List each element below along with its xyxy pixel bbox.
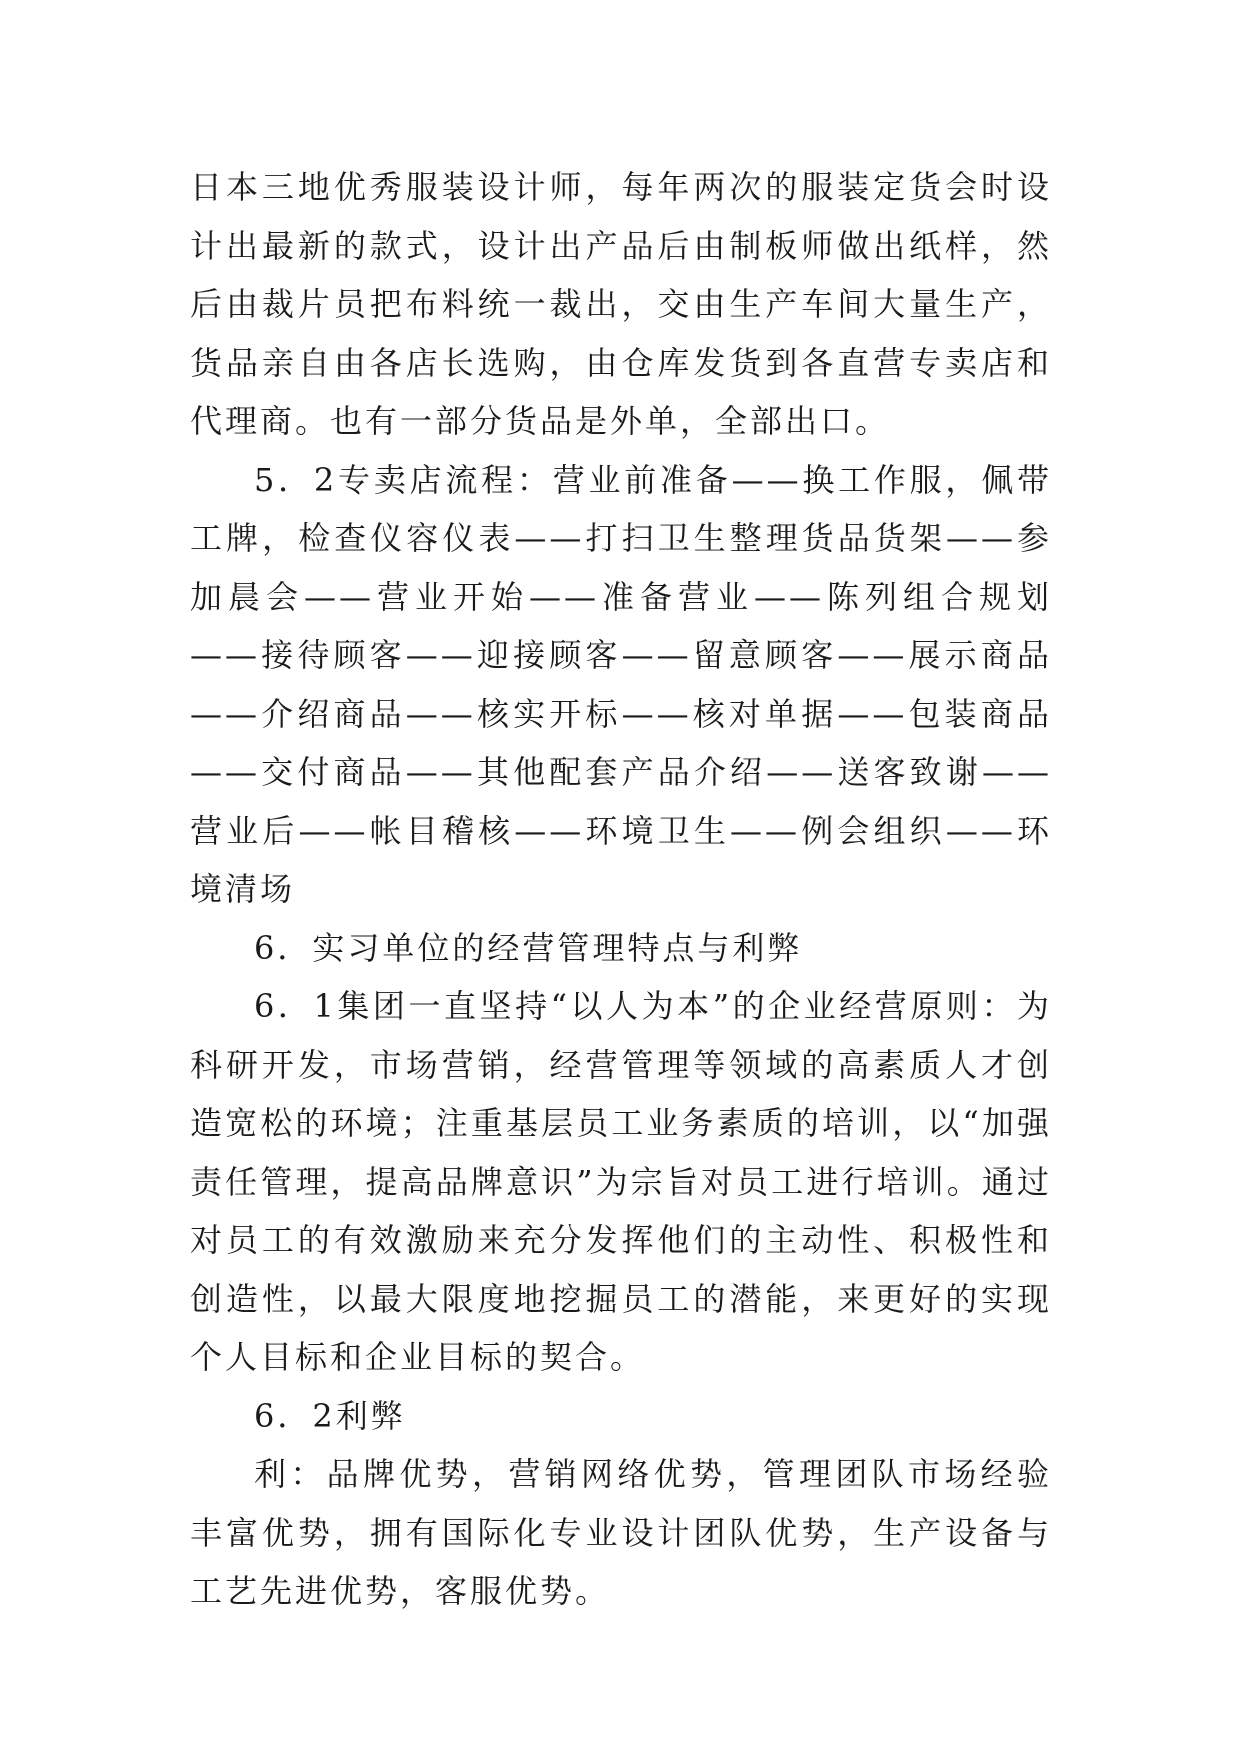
subsection-heading-pros-cons: 6．2利弊 — [254, 1396, 406, 1435]
paragraph-continuation: 日本三地优秀服装设计师，每年两次的服装定货会时设计出最新的款式，设计出产品后由制板师做出纸样，然后由裁片员把布料统一裁出，交由生产车间大量生产，货品亲自由各店长选购，由仓库发货到各直营专卖店和代理商。也有一部分货品是外单，全部出口。 — [190, 168, 1052, 440]
document-body — [190, 158, 1052, 1621]
section-heading-management: 6．实习单位的经营管理特点与利弊 — [254, 928, 803, 967]
paragraph-store-process: 5．2专卖店流程：营业前准备——换工作服，佩带工牌，检查仪容仪表——打扫卫生整理货品货架——参加晨会——营业开始——准备营业——陈列组合规划——接待顾客——迎接顾客——留意顾客——展示商品——介绍商品——核实开标——核对单据——包装商品——交付商品——其他配套产品介绍——送客致谢——营业后——帐目稽核——环境卫生——例会组织——环境清场 — [190, 460, 1052, 908]
paragraph-people-oriented: 6．1集团一直坚持“以人为本”的企业经营原则：为科研开发，市场营销，经营管理等领域的高素质人才创造宽松的环境；注重基层员工业务素质的培训，以“加强责任管理，提高品牌意识”为宗旨对员工进行培训。通过对员工的有效激励来充分发挥他们的主动性、积极性和创造性，以最大限度地挖掘员工的潜能，来更好的实现个人目标和企业目标的契合。 — [190, 987, 1052, 1376]
paragraph-advantages: 利：品牌优势，营销网络优势，管理团队市场经验丰富优势，拥有国际化专业设计团队优势，生产设备与工艺先进优势，客服优势。 — [190, 1455, 1052, 1610]
